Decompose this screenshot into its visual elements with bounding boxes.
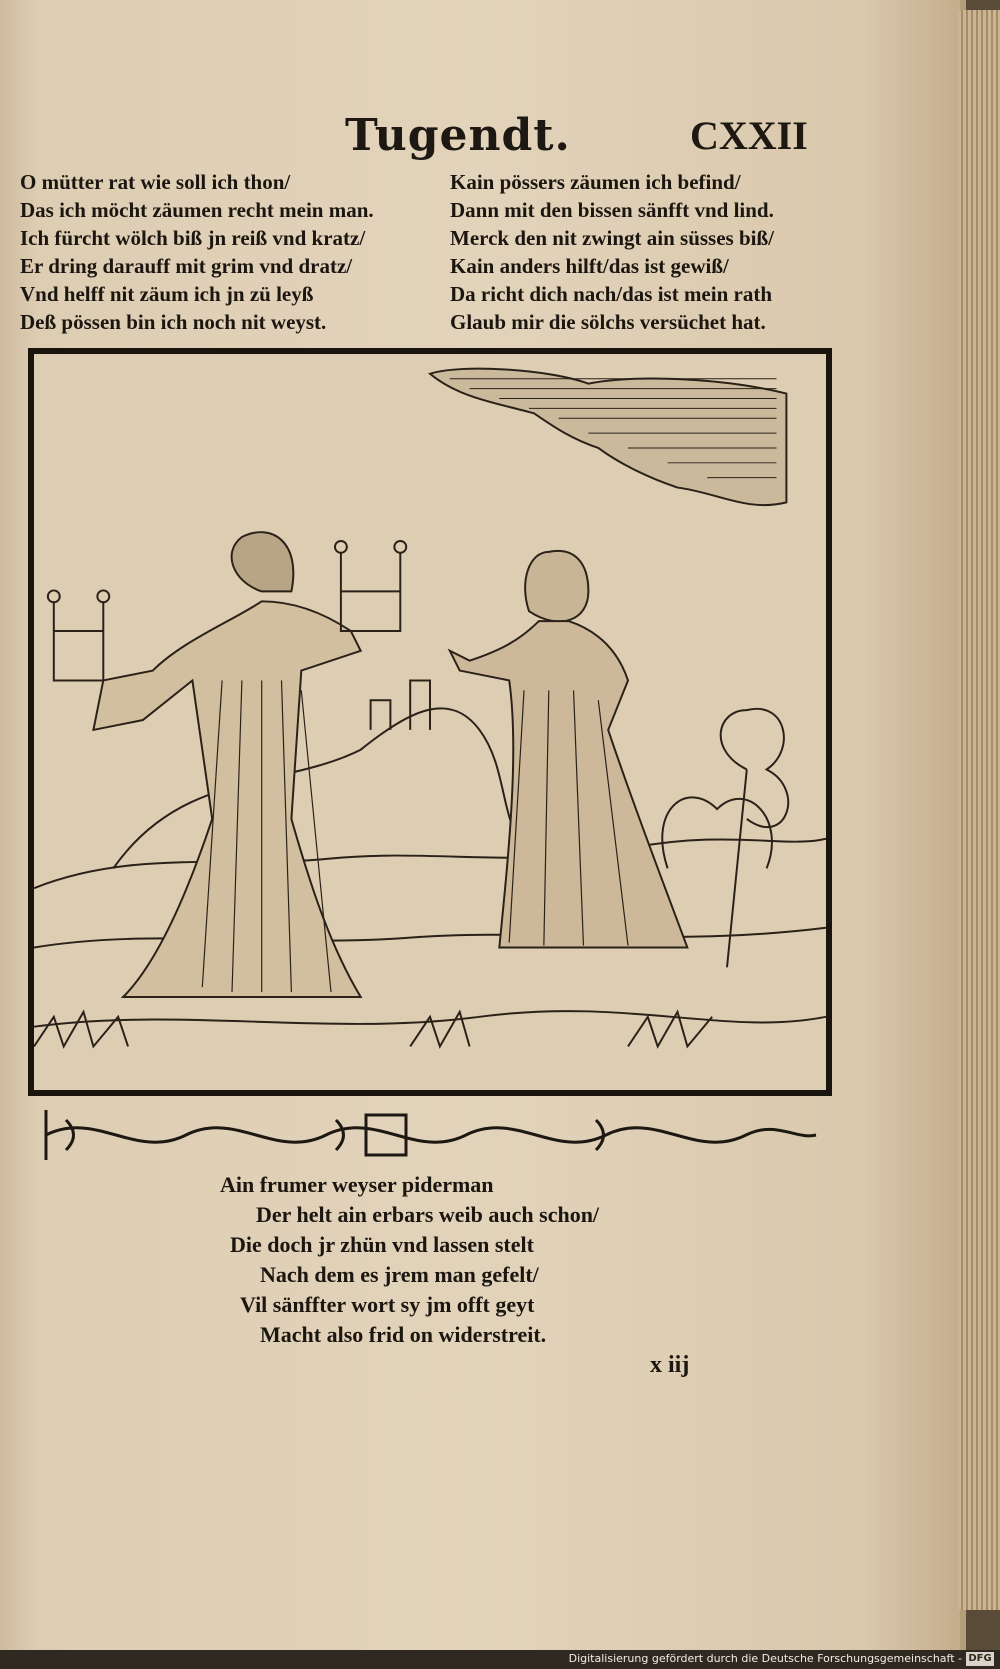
verse-line: Ich fürcht wölch biß jn reiß vnd kratz/: [20, 226, 366, 250]
running-title: Tugendt.: [345, 110, 571, 161]
verse-line: Er dring darauff mit grim vnd dratz/: [20, 254, 353, 278]
woodcut-drawing: [34, 354, 826, 1090]
footer-credit: Digitalisierung gefördert durch die Deutsche Forschungsgemeinschaft -: [568, 1652, 962, 1665]
verse-line: Nach dem es jrem man gefelt/: [260, 1262, 539, 1287]
verse-block-bottom: [220, 1170, 640, 1350]
verse-line: Kain pössers zäumen ich befind/: [450, 170, 741, 194]
verse-line: Glaub mir die sölchs versüchet hat.: [450, 310, 766, 334]
verse-column-right: [450, 168, 870, 336]
verse-line: Der helt ain erbars weib auch schon/: [256, 1202, 600, 1227]
verse-line: Vil sänffter wort sy jm offt geyt: [240, 1292, 535, 1317]
dfg-logo: DFG: [966, 1652, 994, 1666]
verse-line: O mütter rat wie soll ich thon/: [20, 170, 291, 194]
signature-mark: x iij: [650, 1352, 690, 1378]
verse-column-left: [20, 168, 440, 336]
folio-number: CXXII: [690, 113, 808, 158]
footer-bar: [0, 1650, 1000, 1669]
verse-line: Die doch jr zhün vnd lassen stelt: [230, 1232, 534, 1257]
woodcut-illustration: [28, 348, 832, 1096]
verse-line: Kain anders hilft/das ist gewiß/: [450, 254, 729, 278]
verse-line: Macht also frid on widerstreit.: [260, 1322, 547, 1347]
ornament-border: [36, 1100, 826, 1170]
verse-line: Vnd helff nit zäum ich jn zü leyß: [20, 282, 314, 306]
page-edges: [958, 10, 1000, 1610]
verse-line: Dann mit den bissen sänfft vnd lind.: [450, 198, 774, 222]
verse-line: Das ich möcht zäumen recht mein man.: [20, 198, 374, 222]
verse-line: Ain frumer weyser piderman: [220, 1172, 494, 1197]
verse-line: Merck den nit zwingt ain süsses biß/: [450, 226, 774, 250]
verse-line: Deß pössen bin ich noch nit weyst.: [20, 310, 327, 334]
verse-line: Da richt dich nach/das ist mein rath: [450, 282, 773, 306]
